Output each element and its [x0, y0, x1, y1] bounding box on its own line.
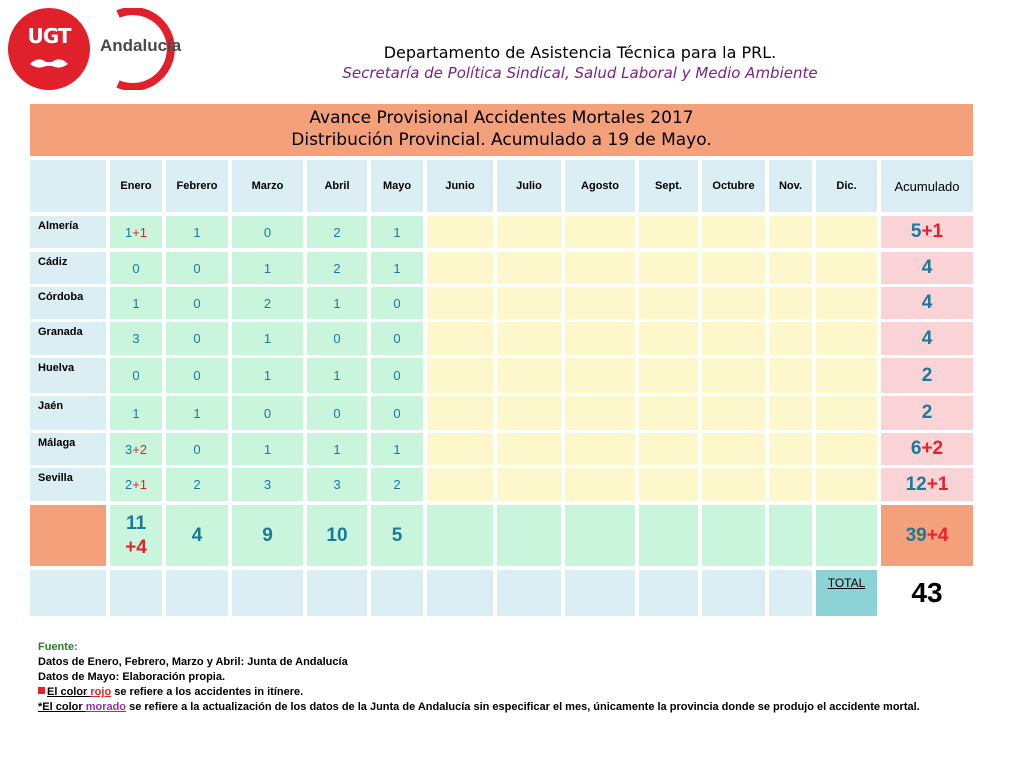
empty-month-cell [702, 322, 765, 355]
month-header: Febrero [166, 160, 228, 212]
month-value: 1 [371, 433, 423, 465]
empty-month-cell [427, 216, 493, 248]
blank-cell [110, 570, 162, 616]
empty-month-cell [565, 358, 635, 393]
month-value: 1 [307, 433, 367, 465]
blank-cell [166, 570, 228, 616]
empty-month-cell [639, 358, 698, 393]
month-value: 1 [110, 287, 162, 319]
empty-month-cell [565, 396, 635, 430]
month-value: 1 [307, 287, 367, 319]
province-accumulated: 5 +1 [881, 216, 973, 248]
accidents-table [28, 102, 975, 618]
month-value: 0 [110, 252, 162, 284]
month-value: 0 [307, 322, 367, 355]
logo-circle [8, 8, 90, 90]
empty-month-cell [565, 216, 635, 248]
month-value: 0 [371, 322, 423, 355]
month-value: 1 [307, 358, 367, 393]
month-value: 0 [371, 396, 423, 430]
empty-month-cell [565, 322, 635, 355]
month-value: 3 [232, 468, 303, 501]
blank-cell [639, 570, 698, 616]
month-value: 1 [110, 396, 162, 430]
note-update: *El color morado se refiere a la actualización de los datos de la Junta de Andalucía sin especificar el mes, únicamente la provincia donde se produjo el accidente mortal. [38, 701, 920, 713]
month-value: 2 [307, 216, 367, 248]
month-value: 3 [307, 468, 367, 501]
empty-month-cell [769, 358, 812, 393]
blank-cell [232, 570, 303, 616]
empty-month-cell [702, 468, 765, 501]
empty-month-cell [816, 396, 877, 430]
province-label: Córdoba [30, 287, 106, 319]
month-header: Enero [110, 160, 162, 212]
table-title: Avance Provisional Accidentes Mortales 2017 [309, 108, 694, 128]
month-value: 0 [166, 322, 228, 355]
department-title: Departamento de Asistencia Técnica para la PRL. [383, 43, 777, 62]
source-label: Fuente: [38, 641, 78, 653]
blank-cell [427, 570, 493, 616]
empty-month-cell [816, 287, 877, 319]
month-value: 0 [166, 358, 228, 393]
logo-name: Andalucía [100, 36, 182, 55]
month-value: 1 [166, 216, 228, 248]
note-in-itinere: El color rojo se refiere a los accidentes in itínere. [38, 685, 920, 700]
empty-month-cell [497, 433, 561, 465]
month-header: Sept. [639, 160, 698, 212]
month-total: 11 +4 [110, 505, 162, 566]
month-value: 0 [166, 252, 228, 284]
blank-cell [702, 570, 765, 616]
empty-month-cell [427, 358, 493, 393]
blank-cell [769, 570, 812, 616]
month-value: 1 [166, 396, 228, 430]
month-total: 10 [307, 505, 367, 566]
empty-month-cell [565, 287, 635, 319]
month-value: 3 [110, 322, 162, 355]
empty-total-cell [497, 505, 561, 566]
empty-total-cell [427, 505, 493, 566]
month-value: 1 +1 [110, 216, 162, 248]
province-accumulated: 2 [881, 358, 973, 393]
blank-cell [497, 570, 561, 616]
empty-month-cell [639, 287, 698, 319]
empty-month-cell [702, 287, 765, 319]
empty-month-cell [497, 468, 561, 501]
empty-total-cell [702, 505, 765, 566]
empty-month-cell [497, 358, 561, 393]
blank-cell [565, 570, 635, 616]
empty-month-cell [427, 396, 493, 430]
empty-total-cell [639, 505, 698, 566]
month-value: 3 +2 [110, 433, 162, 465]
empty-month-cell [702, 358, 765, 393]
province-label: Jaén [30, 396, 106, 430]
secretariat-subtitle: Secretaría de Política Sindical, Salud Laboral y Medio Ambiente [342, 64, 818, 82]
empty-month-cell [769, 322, 812, 355]
province-label: Málaga [30, 433, 106, 465]
month-value: 2 [166, 468, 228, 501]
empty-month-cell [816, 252, 877, 284]
empty-total-cell [816, 505, 877, 566]
month-value: 1 [232, 322, 303, 355]
source-line-1: Datos de Enero, Febrero, Marzo y Abril: Junta de Andalucía [38, 656, 348, 668]
month-value: 0 [166, 287, 228, 319]
month-value: 1 [232, 433, 303, 465]
month-value: 2 [307, 252, 367, 284]
empty-month-cell [427, 468, 493, 501]
empty-month-cell [639, 252, 698, 284]
logo-mark: UGT [27, 24, 71, 48]
blank-cell [307, 570, 367, 616]
empty-month-cell [816, 216, 877, 248]
empty-month-cell [639, 216, 698, 248]
empty-month-cell [816, 358, 877, 393]
province-accumulated: 4 [881, 322, 973, 355]
empty-month-cell [497, 396, 561, 430]
footnotes [38, 640, 920, 715]
accumulated-header: Acumulado [881, 160, 973, 212]
month-value: 0 [232, 396, 303, 430]
province-label: Huelva [30, 358, 106, 393]
province-label: Cádiz [30, 252, 106, 284]
empty-month-cell [497, 252, 561, 284]
province-label: Almería [30, 216, 106, 248]
handshake-icon [28, 52, 70, 72]
empty-month-cell [769, 396, 812, 430]
month-header: Marzo [232, 160, 303, 212]
month-value: 1 [371, 252, 423, 284]
grand-total: 43 [881, 570, 973, 616]
month-header: Dic. [816, 160, 877, 212]
empty-month-cell [816, 322, 877, 355]
blank-cell [371, 570, 423, 616]
month-total: 9 [232, 505, 303, 566]
month-value: 1 [371, 216, 423, 248]
empty-month-cell [497, 287, 561, 319]
month-value: 2 +1 [110, 468, 162, 501]
empty-month-cell [816, 468, 877, 501]
total-accumulated: 39 +4 [881, 505, 973, 566]
month-header: Julio [497, 160, 561, 212]
province-accumulated: 4 [881, 252, 973, 284]
month-value: 2 [371, 468, 423, 501]
month-value: 0 [371, 358, 423, 393]
month-total: 4 [166, 505, 228, 566]
month-value: 0 [232, 216, 303, 248]
empty-month-cell [497, 216, 561, 248]
month-header: Mayo [371, 160, 423, 212]
red-square-icon [38, 687, 45, 694]
month-total: 5 [371, 505, 423, 566]
empty-month-cell [702, 252, 765, 284]
empty-month-cell [769, 287, 812, 319]
month-header: Octubre [702, 160, 765, 212]
province-accumulated: 6 +2 [881, 433, 973, 465]
empty-month-cell [427, 322, 493, 355]
blank-cell [30, 570, 106, 616]
empty-total-cell [565, 505, 635, 566]
empty-month-cell [497, 322, 561, 355]
ugt-andalucia-logo [8, 8, 188, 90]
province-accumulated: 2 [881, 396, 973, 430]
empty-month-cell [639, 468, 698, 501]
month-value: 1 [232, 358, 303, 393]
month-value: 0 [110, 358, 162, 393]
empty-month-cell [816, 433, 877, 465]
empty-month-cell [565, 468, 635, 501]
empty-month-cell [769, 433, 812, 465]
table-banner [30, 104, 973, 156]
empty-month-cell [702, 396, 765, 430]
total-label: TOTAL [816, 570, 877, 616]
empty-month-cell [769, 252, 812, 284]
month-header: Agosto [565, 160, 635, 212]
empty-month-cell [769, 468, 812, 501]
header-corner [30, 160, 106, 212]
empty-month-cell [769, 216, 812, 248]
table-subtitle: Distribución Provincial. Acumulado a 19 de Mayo. [291, 130, 712, 150]
month-value: 0 [307, 396, 367, 430]
empty-month-cell [565, 252, 635, 284]
totals-row-label [30, 505, 106, 566]
empty-month-cell [639, 396, 698, 430]
month-value: 0 [371, 287, 423, 319]
province-accumulated: 12 +1 [881, 468, 973, 501]
month-value: 0 [166, 433, 228, 465]
empty-month-cell [427, 433, 493, 465]
empty-month-cell [702, 216, 765, 248]
empty-month-cell [427, 252, 493, 284]
province-label: Sevilla [30, 468, 106, 501]
empty-total-cell [769, 505, 812, 566]
empty-month-cell [702, 433, 765, 465]
empty-month-cell [639, 433, 698, 465]
province-label: Granada [30, 322, 106, 355]
month-header: Junio [427, 160, 493, 212]
province-accumulated: 4 [881, 287, 973, 319]
empty-month-cell [639, 322, 698, 355]
source-line-2: Datos de Mayo: Elaboración propia. [38, 671, 226, 683]
empty-month-cell [427, 287, 493, 319]
empty-month-cell [565, 433, 635, 465]
month-header: Nov. [769, 160, 812, 212]
month-header: Abril [307, 160, 367, 212]
month-value: 2 [232, 287, 303, 319]
month-value: 1 [232, 252, 303, 284]
